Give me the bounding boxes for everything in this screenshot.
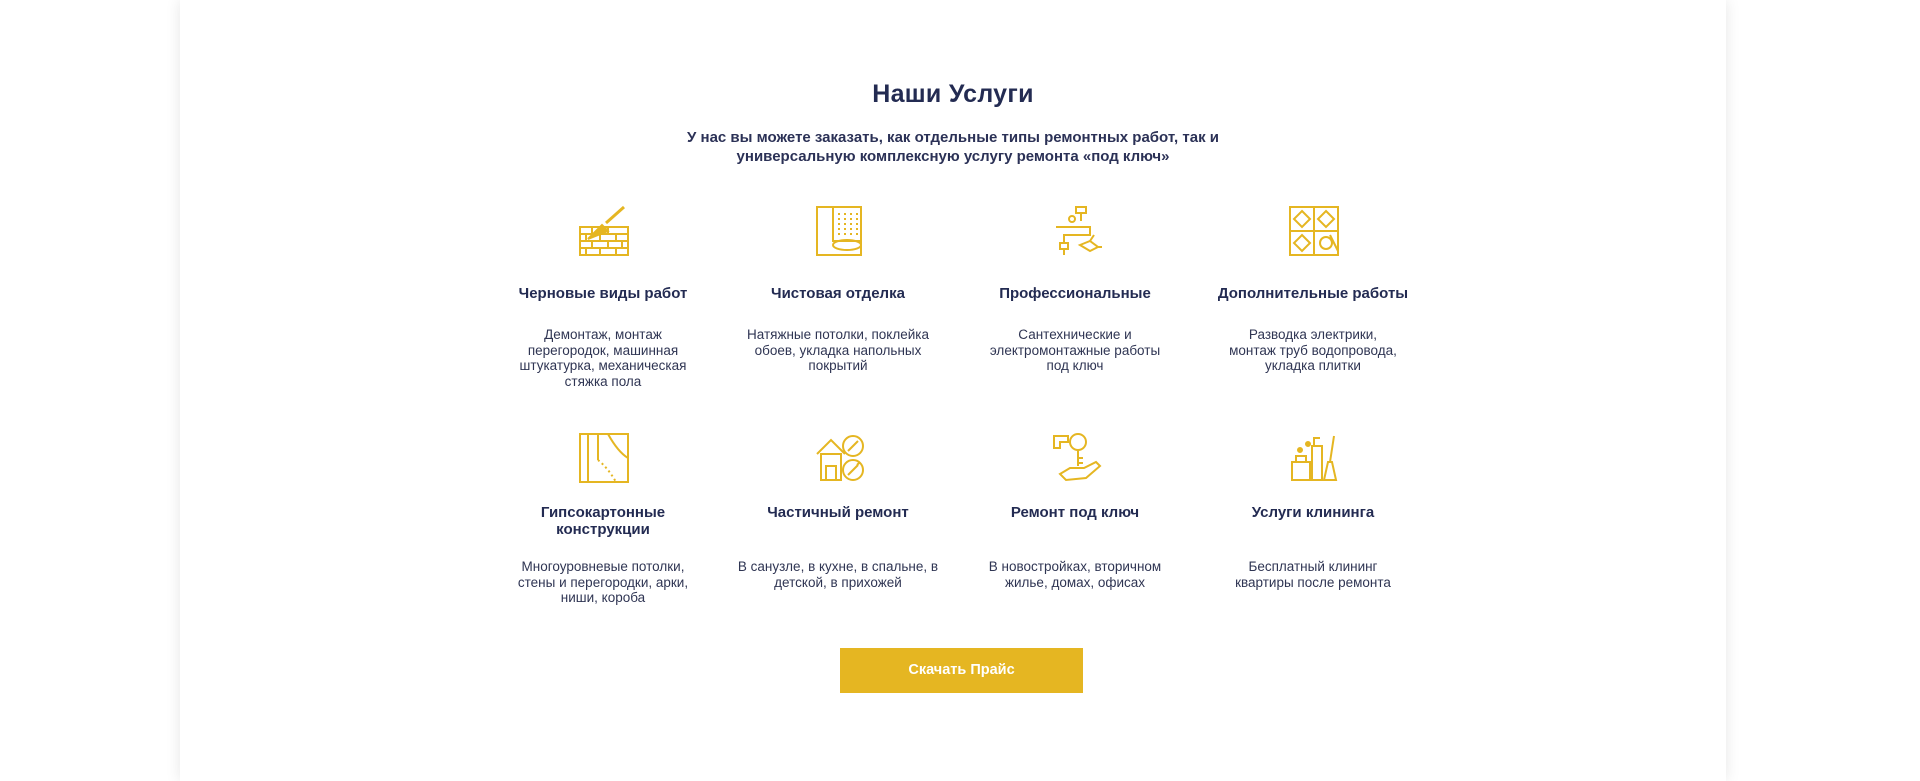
house-repair-tools-icon — [813, 432, 865, 484]
tiles-icon — [1288, 205, 1340, 257]
service-description: В новостройках, вторичном жилье, домах, офисах — [988, 559, 1162, 590]
service-title: Профессиональные — [999, 285, 1151, 302]
service-description: Бесплатный клининг квартиры после ремонта — [1235, 559, 1391, 590]
service-title: Частичный ремонт — [767, 504, 909, 521]
service-description: Разводка электрики, монтаж труб водопровода, укладка плитки — [1229, 327, 1397, 373]
subtitle-line: У нас вы можете заказать, как отдельные типы ремонтных работ, так и — [687, 129, 1219, 146]
section-title: Наши Услуги — [872, 80, 1034, 108]
drywall-panel-icon — [578, 432, 630, 484]
service-title: Дополнительные работы — [1217, 285, 1409, 302]
service-description: Сантехнические и электромонтажные работы под ключ — [989, 327, 1161, 373]
service-title: Услуги клининга — [1251, 504, 1375, 521]
brick-wall-trowel-icon — [578, 205, 630, 257]
cleaning-supplies-icon — [1288, 432, 1340, 484]
service-title: Гипсокартонные конструкции — [540, 504, 666, 538]
service-title: Чистовая отделка — [771, 285, 905, 302]
service-description: В санузле, в кухне, в спальне, в детской, в прихожей — [737, 559, 939, 590]
services-section — [180, 0, 1726, 781]
subtitle-line: универсальную комплексную услугу ремонта «под ключ» — [736, 148, 1170, 165]
plumbing-faucet-icon — [1050, 205, 1102, 257]
service-title: Ремонт под ключ — [1010, 504, 1140, 521]
service-description: Демонтаж, монтаж перегородок, машинная штукатурка, механическая стяжка пола — [519, 327, 687, 389]
service-title: Черновые виды работ — [518, 285, 688, 302]
service-description: Многоуровневые потолки, стены и перегородки, арки, ниши, короба — [517, 559, 689, 605]
service-description: Натяжные потолки, поклейка обоев, укладка напольных покрытий — [746, 327, 929, 373]
hand-key-icon — [1050, 432, 1102, 484]
section-subtitle — [180, 128, 1726, 166]
wallpaper-roll-icon — [813, 205, 865, 257]
download-price-button[interactable]: Скачать Прайс — [840, 648, 1083, 693]
